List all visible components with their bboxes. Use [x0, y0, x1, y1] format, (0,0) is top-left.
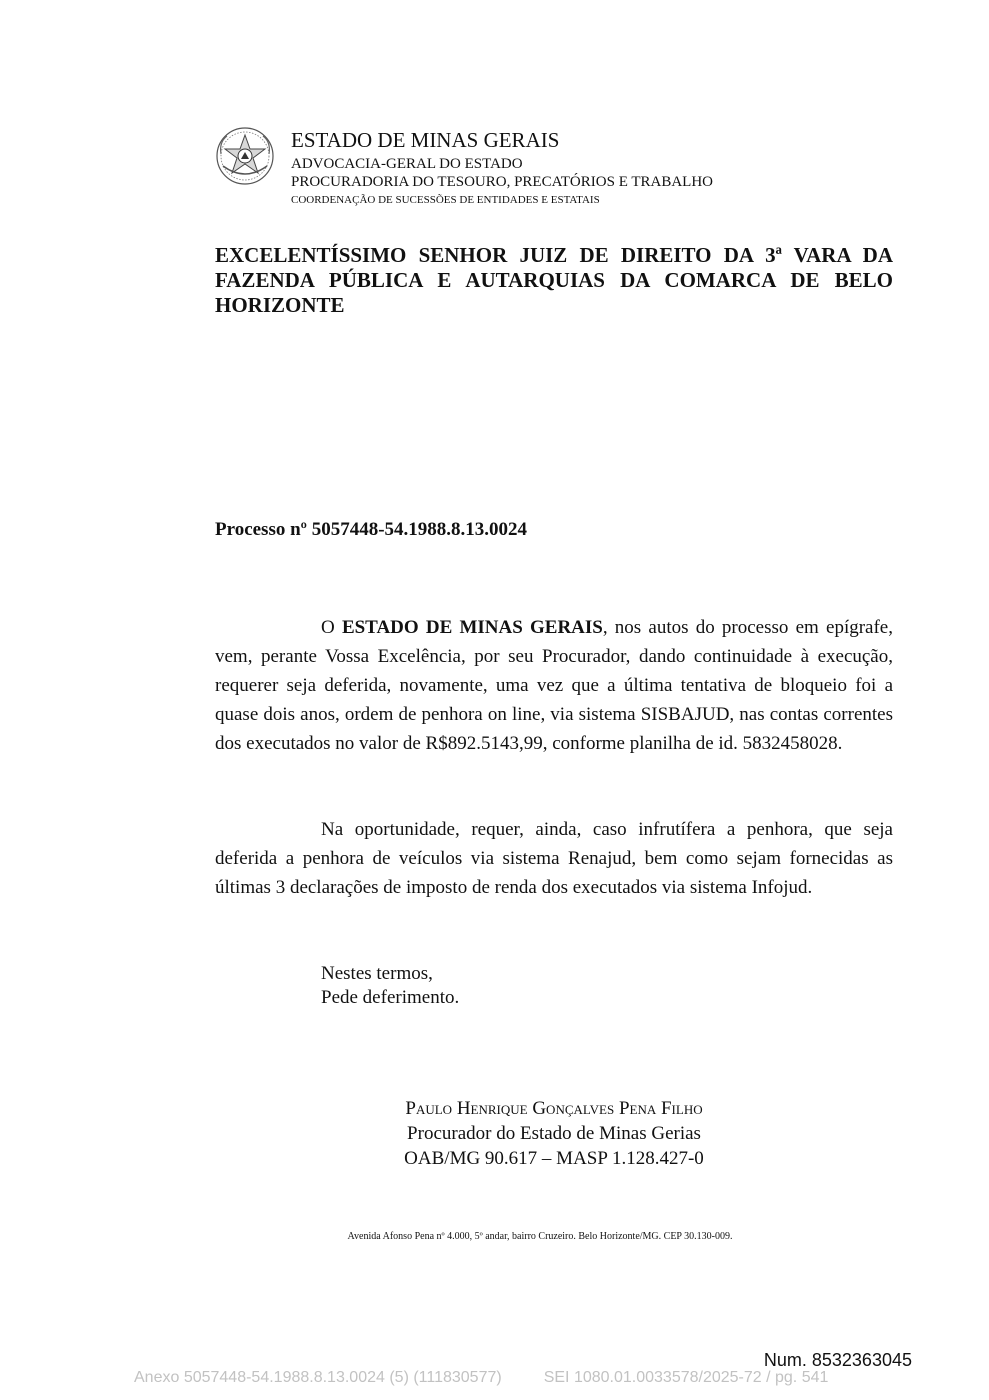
- closing-line-2: Pede deferimento.: [321, 987, 460, 1008]
- document-number: Num. 8532363045: [763, 1350, 912, 1370]
- signer-role: Procurador do Estado de Minas Gerias: [407, 1123, 701, 1144]
- process-number: Processo nº 5057448-54.1988.8.13.0024: [215, 519, 528, 540]
- signer-name: Paulo Henrique Gonçalves Pena Filho: [405, 1098, 703, 1119]
- annex-watermark: [134, 1368, 828, 1388]
- p1-lead: O: [321, 617, 342, 638]
- p1-rest: , nos autos do processo em epígrafe, vem, perante Vossa Excelência, por seu Procurador, dando continuidade à execução, requerer seja deferida, novamente, uma vez que a última tentativa de bloqueio foi a quase dois anos, ordem de penhora on line, via sistema SISBAJUD, nas contas correntes dos executados no valor de R$892.5143,99, conforme planilha de id. 5832458028.: [215, 617, 893, 754]
- footer-address: Avenida Afonso Pena nº 4.000, 5º andar, bairro Cruzeiro. Belo Horizonte/MG. CEP 30.130-009.: [347, 1231, 733, 1242]
- header-agency: ADVOCACIA-GERAL DO ESTADO: [291, 156, 523, 172]
- paragraph-additional: [215, 815, 893, 902]
- header-department: PROCURADORIA DO TESOURO, PRECATÓRIOS E TRABALHO: [291, 174, 713, 190]
- addressee: EXCELENTÍSSIMO SENHOR JUIZ DE DIREITO DA 3ª VARA DA FAZENDA PÚBLICA E AUTARQUIAS DA COMARCA DE BELO HORIZONTE: [215, 243, 893, 317]
- closing-line-1: Nestes termos,: [321, 963, 433, 984]
- header-state: ESTADO DE MINAS GERAIS: [291, 128, 560, 152]
- coat-of-arms-icon: [215, 126, 275, 186]
- p2-text: Na oportunidade, requer, ainda, caso infrutífera a penhora, que seja deferida a penhora de veículos via sistema Renajud, bem como sejam fornecidas as últimas 3 declarações de imposto de renda dos executados via sistema Infojud.: [215, 819, 893, 898]
- p1-bold: ESTADO DE MINAS GERAIS: [341, 617, 603, 638]
- sei-label: SEI 1080.01.0033578/2025-72 / pg. 541: [543, 1369, 829, 1386]
- signer-registration: OAB/MG 90.617 – MASP 1.128.427-0: [404, 1148, 704, 1169]
- header-coordination: COORDENAÇÃO DE SUCESSÕES DE ENTIDADES E ESTATAIS: [291, 194, 600, 206]
- paragraph-request: [215, 613, 893, 758]
- annex-label: Anexo 5057448-54.1988.8.13.0024 (5) (111830577): [134, 1369, 502, 1386]
